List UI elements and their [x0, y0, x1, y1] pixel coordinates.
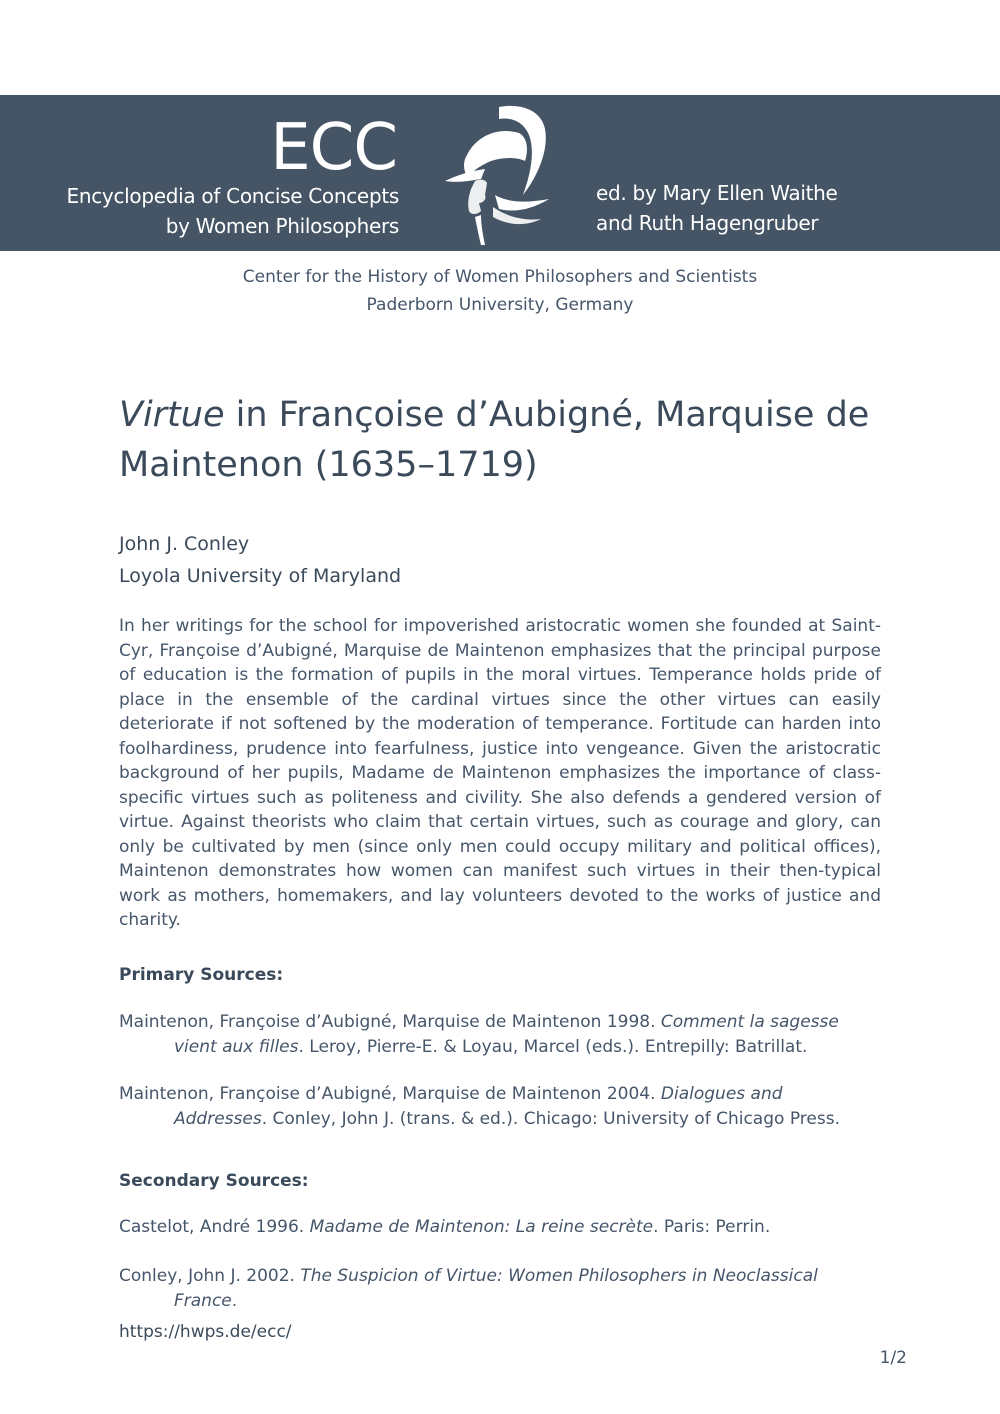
primary-sources-heading: Primary Sources:: [119, 965, 284, 985]
reference-item: Maintenon, Françoise d’Aubigné, Marquise de Maintenon 2004. Dialogues and Addresses. Conley, John J. (trans. & ed.). Chicago: University of Chicago Press.: [119, 1084, 840, 1129]
title-rest: in Françoise d’Aubigné, Marquise de Maintenon (1635–1719): [119, 395, 870, 485]
ecc-abbreviation: ECC: [270, 111, 397, 185]
athena-helmet-icon: [437, 99, 557, 249]
article-title: [119, 390, 899, 490]
author-affiliation: Loyola University of Maryland: [119, 565, 402, 587]
secondary-sources-heading: Secondary Sources:: [119, 1171, 309, 1191]
title-italic: Virtue: [119, 395, 225, 435]
ecc-title-line2: by Women Philosophers: [165, 214, 399, 238]
footer-url[interactable]: https://hwps.de/ecc/: [119, 1322, 292, 1342]
institution-line1: Center for the History of Women Philosophers and Scientists: [242, 267, 758, 287]
reference-item: Maintenon, Françoise d’Aubigné, Marquise de Maintenon 1998. Comment la sagesse vient aux filles. Leroy, Pierre-E. & Loyau, Marcel (eds.). Entrepilly: Batrillat.: [119, 1012, 839, 1057]
ecc-full-title: [67, 181, 399, 241]
header-banner: [0, 95, 1000, 251]
page-number: 1/2: [879, 1348, 907, 1368]
ecc-title-line1: Encyclopedia of Concise Concepts: [66, 184, 399, 208]
institution: [0, 263, 1000, 319]
editors-line1: ed. by Mary Ellen Waithe: [596, 181, 838, 205]
abstract: In her writings for the school for impoverished aristocratic women she founded at Saint-Cyr, Françoise d’Aubigné, Marquise de Maintenon emphasizes that the principal purpose of education is the formation of pupils in the moral virtues. Temperance holds pride of place in the ensemble of the cardinal virtues since the other virtues can easily deteriorate if not softened by the moderation of temperance. Fortitude can harden into foolhardiness, prudence into fearfulness, justice into vengeance. Given the aristocratic background of her pupils, Madame de Maintenon emphasizes the importance of class-specific virtues such as politeness and civility. She also defends a gendered version of virtue. Against theorists who claim that certain virtues, such as courage and glory, can only be cultivated by men (since only men could occupy military and political offices), Maintenon demonstrates how women can manifest such virtues in their then-typical work as mothers, homemakers, and lay volunteers devoted to the works of justice and charity.: [119, 616, 881, 930]
institution-line2: Paderborn University, Germany: [366, 295, 634, 315]
author-name: John J. Conley: [119, 533, 250, 555]
editors-line2: and Ruth Hagengruber: [596, 211, 819, 235]
editors: [596, 178, 838, 238]
reference-item: Conley, John J. 2002. The Suspicion of Virtue: Women Philosophers in Neoclassical France.: [119, 1266, 818, 1311]
reference-item: Castelot, André 1996. Madame de Maintenon: La reine secrète. Paris: Perrin.: [119, 1217, 771, 1237]
author-block: [119, 528, 401, 592]
